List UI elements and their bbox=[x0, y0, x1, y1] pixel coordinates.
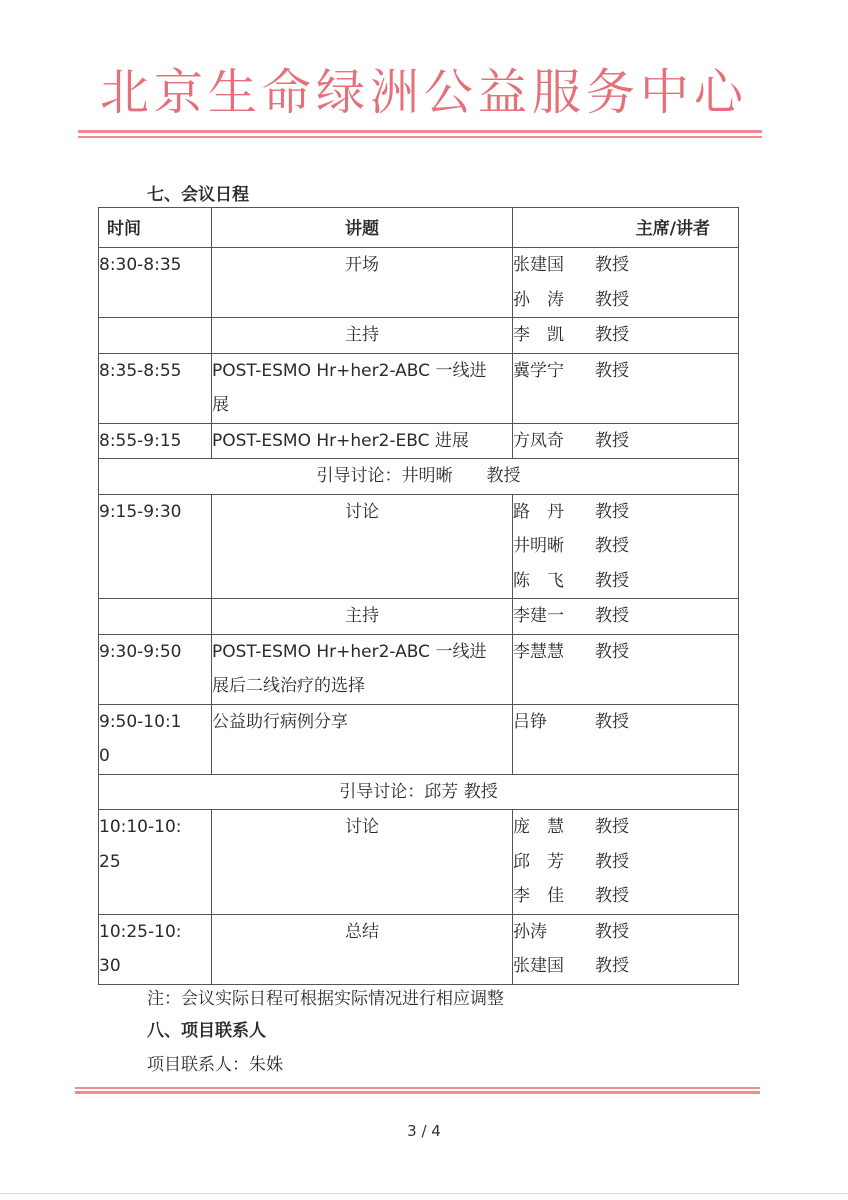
time-text: 8:30-8:35 bbox=[99, 255, 182, 275]
speaker-name: 路 丹 bbox=[513, 501, 564, 522]
speaker-name: 张建国 bbox=[513, 956, 564, 976]
page-edge bbox=[0, 1193, 848, 1194]
time-text: 9:30-9:50 bbox=[99, 641, 182, 662]
table-row bbox=[99, 353, 739, 423]
discussion-lead-cell bbox=[99, 459, 739, 495]
speaker-title: 教授 bbox=[595, 641, 629, 662]
table-row bbox=[99, 634, 739, 704]
speaker-cell bbox=[513, 599, 739, 635]
header-rule-thick bbox=[78, 130, 762, 133]
time-text: 9:15-9:30 bbox=[99, 501, 182, 522]
speaker-cell bbox=[513, 704, 739, 774]
speaker-title: 教授 bbox=[595, 921, 629, 942]
speaker-title: 教授 bbox=[595, 536, 629, 556]
speaker-name: 邱 芳 bbox=[513, 851, 564, 872]
speaker-entry bbox=[513, 248, 738, 283]
speaker-title: 教授 bbox=[595, 501, 629, 522]
speaker-name: 陈 飞 bbox=[513, 570, 564, 591]
time-cell bbox=[99, 423, 212, 459]
topic-cell bbox=[212, 423, 513, 459]
time-cell bbox=[99, 810, 212, 915]
speaker-title: 教授 bbox=[595, 956, 629, 976]
topic-cell bbox=[212, 810, 513, 915]
speaker-title: 教授 bbox=[595, 886, 629, 906]
time-cell bbox=[99, 353, 212, 423]
speaker-entry bbox=[513, 705, 738, 740]
speaker-entry bbox=[513, 424, 738, 459]
topic-text: 讨论 bbox=[345, 501, 379, 522]
discussion-lead-text: 引导讨论：井明晰 教授 bbox=[316, 466, 521, 486]
table-row-discussion-lead bbox=[99, 459, 739, 495]
time-text: 25 bbox=[99, 851, 121, 872]
speaker-entry bbox=[513, 529, 738, 564]
header-speakers: 主席/讲者 bbox=[513, 208, 739, 248]
table-row-discussion-lead bbox=[99, 774, 739, 810]
time-text: 10:10-10: bbox=[99, 817, 182, 837]
speaker-entry bbox=[513, 318, 738, 353]
header-topic: 讲题 bbox=[212, 208, 513, 248]
topic-text: 主持 bbox=[345, 325, 379, 345]
speaker-entry bbox=[513, 564, 738, 599]
speaker-cell bbox=[513, 810, 739, 915]
speaker-title: 教授 bbox=[595, 570, 629, 591]
topic-cell bbox=[212, 353, 513, 423]
speaker-name: 李 凯 bbox=[513, 325, 564, 345]
time-cell bbox=[99, 318, 212, 354]
speaker-name: 方凤奇 bbox=[513, 430, 564, 451]
topic-text: 讨论 bbox=[345, 817, 379, 837]
speaker-cell bbox=[513, 494, 739, 599]
speaker-name: 冀学宁 bbox=[513, 360, 564, 381]
schedule-table bbox=[98, 207, 739, 985]
time-text: 0 bbox=[99, 746, 110, 766]
time-text: 8:35-8:55 bbox=[99, 360, 182, 381]
speaker-entry bbox=[513, 354, 738, 389]
speaker-name: 李慧慧 bbox=[513, 641, 564, 662]
contact-person: 项目联系人：朱姝 bbox=[147, 1055, 283, 1075]
speaker-cell bbox=[513, 353, 739, 423]
table-row bbox=[99, 914, 739, 984]
table-row bbox=[99, 248, 739, 318]
topic-cell bbox=[212, 318, 513, 354]
speaker-title: 教授 bbox=[595, 711, 629, 732]
speaker-cell bbox=[513, 318, 739, 354]
speaker-title: 教授 bbox=[595, 325, 629, 345]
speaker-title: 教授 bbox=[595, 430, 629, 451]
section-7-title: 七、会议日程 bbox=[147, 185, 249, 205]
topic-text: 开场 bbox=[345, 255, 379, 275]
speaker-cell bbox=[513, 634, 739, 704]
time-cell bbox=[99, 914, 212, 984]
speaker-entry bbox=[513, 810, 738, 845]
topic-text: 展后二线治疗的选择 bbox=[212, 676, 365, 696]
topic-cell bbox=[212, 704, 513, 774]
header-time: 时间 bbox=[99, 208, 212, 248]
speaker-entry bbox=[513, 915, 738, 950]
speaker-name: 孙 涛 bbox=[513, 289, 564, 310]
time-cell bbox=[99, 704, 212, 774]
table-row bbox=[99, 423, 739, 459]
topic-cell bbox=[212, 494, 513, 599]
speaker-name: 张建国 bbox=[513, 255, 564, 275]
table-row bbox=[99, 494, 739, 599]
speaker-cell bbox=[513, 248, 739, 318]
topic-cell bbox=[212, 248, 513, 318]
section-8-title: 八、项目联系人 bbox=[147, 1021, 266, 1041]
organization-name: 北京生命绿洲公益服务中心 bbox=[99, 64, 748, 121]
speaker-entry bbox=[513, 949, 738, 984]
page-number: 3 / 4 bbox=[407, 1122, 441, 1140]
speaker-entry bbox=[513, 879, 738, 914]
discussion-lead-text: 引导讨论：邱芳 教授 bbox=[339, 781, 498, 802]
topic-cell bbox=[212, 599, 513, 635]
table-row bbox=[99, 704, 739, 774]
speaker-title: 教授 bbox=[595, 255, 629, 275]
time-cell bbox=[99, 248, 212, 318]
topic-text: POST-ESMO Hr+her2-ABC 一线进 bbox=[212, 360, 487, 381]
time-text: 8:55-9:15 bbox=[99, 430, 182, 451]
topic-cell bbox=[212, 914, 513, 984]
time-cell bbox=[99, 494, 212, 599]
time-text: 9:50-10:1 bbox=[99, 711, 182, 732]
topic-text: 展 bbox=[212, 395, 229, 415]
topic-text: POST-ESMO Hr+her2-ABC 一线进 bbox=[212, 641, 487, 662]
topic-text: 主持 bbox=[345, 606, 379, 626]
speaker-name: 庞 慧 bbox=[513, 817, 564, 837]
table-header-row bbox=[99, 208, 739, 248]
speaker-name: 吕铮 bbox=[513, 711, 547, 732]
topic-text: 总结 bbox=[345, 921, 379, 942]
speaker-entry bbox=[513, 599, 738, 634]
speaker-entry bbox=[513, 495, 738, 530]
time-text: 30 bbox=[99, 956, 121, 976]
speaker-name: 李建一 bbox=[513, 606, 564, 626]
speaker-title: 教授 bbox=[595, 851, 629, 872]
footer-rule-thick bbox=[75, 1091, 760, 1094]
table-row bbox=[99, 318, 739, 354]
speaker-name: 李 佳 bbox=[513, 886, 564, 906]
footer-rule-thin bbox=[75, 1087, 760, 1089]
speaker-entry bbox=[513, 635, 738, 670]
topic-cell bbox=[212, 634, 513, 704]
table-row bbox=[99, 810, 739, 915]
speaker-title: 教授 bbox=[595, 360, 629, 381]
topic-text: POST-ESMO Hr+her2-EBC 进展 bbox=[212, 430, 469, 451]
speaker-cell bbox=[513, 914, 739, 984]
speaker-title: 教授 bbox=[595, 289, 629, 310]
speaker-name: 孙涛 bbox=[513, 921, 547, 942]
schedule-note: 注：会议实际日程可根据实际情况进行相应调整 bbox=[147, 989, 504, 1009]
topic-text: 公益助行病例分享 bbox=[212, 711, 348, 732]
discussion-lead-cell bbox=[99, 774, 739, 810]
header-rule-thin bbox=[78, 136, 762, 138]
speaker-title: 教授 bbox=[595, 817, 629, 837]
table-row bbox=[99, 599, 739, 635]
speaker-name: 井明晰 bbox=[513, 536, 564, 556]
time-cell bbox=[99, 599, 212, 635]
speaker-title: 教授 bbox=[595, 606, 629, 626]
time-cell bbox=[99, 634, 212, 704]
speaker-cell bbox=[513, 423, 739, 459]
speaker-entry bbox=[513, 845, 738, 880]
time-text: 10:25-10: bbox=[99, 921, 182, 942]
speaker-entry bbox=[513, 283, 738, 318]
